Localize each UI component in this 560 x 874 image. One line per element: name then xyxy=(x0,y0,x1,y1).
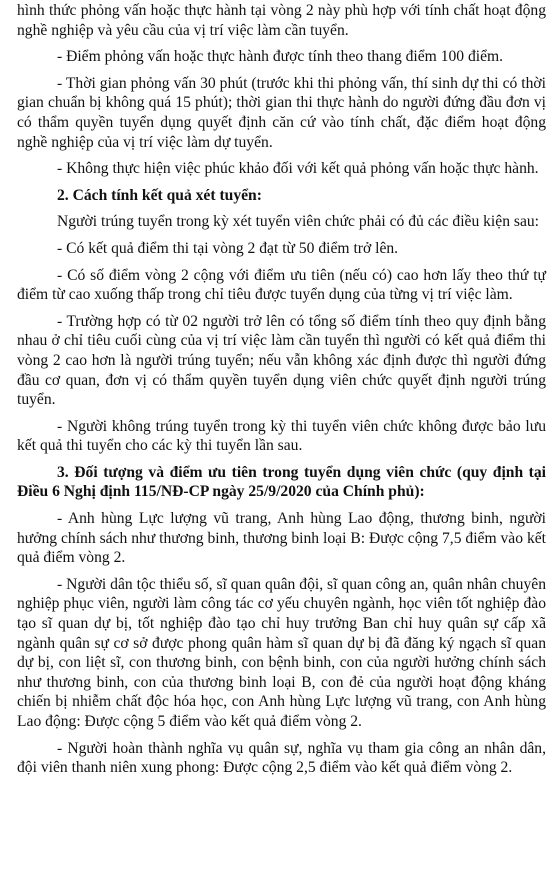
paragraph-priority-2-5: - Người hoàn thành nghĩa vụ quân sự, nghĩa vụ tham gia công an nhân dân, đội viên thanh niên xung phong: Được cộng 2,5 điểm vào kết quả điểm vòng 2. xyxy=(17,739,546,777)
paragraph-ranking: - Có số điểm vòng 2 cộng với điểm ưu tiên (nếu có) cao hơn lấy theo thứ tự điểm từ cao xuống thấp trong chỉ tiêu được tuyển dụng của từng vị trí việc làm. xyxy=(17,266,546,304)
paragraph-priority-5: - Người dân tộc thiểu số, sĩ quan quân đội, sĩ quan công an, quân nhân chuyên nghiệp phục viên, người làm công tác cơ yếu chuyên ngành, học viên tốt nghiệp đào tạo sĩ quan dự bị, tốt nghiệp đào tạo chỉ huy trưởng Ban chỉ huy quân sự cấp xã ngành quân sự cơ sở được phong quân hàm sĩ quan dự bị đã đăng ký ngạch sĩ quan dự bị, con liệt sĩ, con thương binh, con bệnh binh, con của người hưởng chính sách như thương binh, con của thương binh loại B, con đẻ của người hoạt động kháng chiến bị nhiễm chất độc hóa học, con Anh hùng Lực lượng vũ trang, con Anh hùng Lao động: Được cộng 5 điểm vào kết quả điểm vòng 2. xyxy=(17,575,546,730)
paragraph-tie-break: - Trường hợp có từ 02 người trở lên có tổng số điểm tính theo quy định bằng nhau ở chỉ tiêu cuối cùng của vị trí việc làm cần tuyển thì người có kết quả điểm thi vòng 2 cao hơn là người trúng tuyển; nếu vẫn không xác định được thì người đứng đầu cơ quan, đơn vị có thẩm quyền tuyển dụng viên chức quyết định người trúng tuyển. xyxy=(17,312,546,409)
paragraph-interview-form-continuation: hình thức phỏng vấn hoặc thực hành tại vòng 2 này phù hợp với tính chất hoạt động nghề nghiệp và yêu cầu của vị trí việc làm cần tuyển. xyxy=(17,2,546,39)
paragraph-minimum-score: - Có kết quả điểm thi tại vòng 2 đạt từ 50 điểm trở lên. xyxy=(57,239,399,257)
paragraph-no-review: - Không thực hiện việc phúc khảo đối với kết quả phỏng vấn hoặc thực hành. xyxy=(57,160,539,178)
paragraph-no-reservation: - Người không trúng tuyển trong kỳ thi tuyển viên chức không được bảo lưu kết quả thi tuyển cho các kỳ thi tuyển lần sau. xyxy=(17,417,546,455)
paragraph-exam-duration: - Thời gian phỏng vấn 30 phút (trước khi thi phỏng vấn, thí sinh dự thi có thời gian chuẩn bị không quá 15 phút); thời gian thi thực hành do người đứng đầu đơn vị có thẩm quyền tuyển dụng quyết định căn cứ vào tính chất, đặc điểm hoạt động nghề nghiệp của vị trí việc làm dự tuyển. xyxy=(17,74,546,151)
section-heading-priority: 3. Đối tượng và điểm ưu tiên trong tuyển dụng viên chức (quy định tại Điều 6 Nghị định 115/NĐ-CP ngày 25/9/2020 của Chính phủ): xyxy=(17,463,546,501)
section-heading-result-calculation: 2. Cách tính kết quả xét tuyển: xyxy=(57,186,262,204)
paragraph-winner-conditions: Người trúng tuyển trong kỳ xét tuyển viên chức phải có đủ các điều kiện sau: xyxy=(57,213,540,231)
paragraph-priority-7-5: - Anh hùng Lực lượng vũ trang, Anh hùng Lao động, thương binh, người hưởng chính sách như thương binh, thương binh loại B: Được cộng 7,5 điểm vào kết quả điểm vòng 2. xyxy=(17,510,546,567)
paragraph-score-scale: - Điểm phỏng vấn hoặc thực hành được tính theo thang điểm 100 điểm. xyxy=(57,48,504,66)
